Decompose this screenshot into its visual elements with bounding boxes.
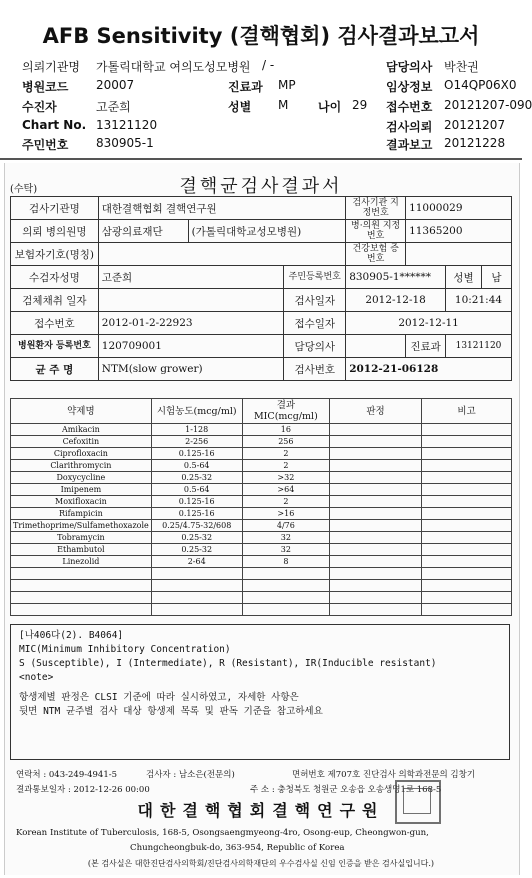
drug-mic-cell: 32: [242, 544, 329, 556]
health-no-value: [406, 243, 512, 266]
drug-interpretation-cell: [330, 436, 422, 448]
blank-cell: [11, 592, 152, 604]
species-value: NTM(slow grower): [98, 358, 284, 381]
blank-cell: [330, 592, 422, 604]
footer-certification: (본 검사실은 대한진단검사의학회/진단검사의학재단의 우수검사실 신임 인증을 받은 검사실입니다.): [87, 859, 435, 868]
hospital-sub-value: (가톨릭대학교성모병원): [188, 220, 346, 243]
header-value-requesting-institution-suffix: / -: [262, 58, 275, 72]
column-header-drug: 약제명: [11, 399, 152, 424]
drug-row: [11, 448, 512, 460]
drug-interpretation-cell: [330, 460, 422, 472]
hospital-value: 삼광의료재단: [98, 220, 188, 243]
drug-row: [11, 532, 512, 544]
exam-time-value: 10:21:44: [446, 289, 512, 312]
header-label-report-date: 결과보고: [386, 138, 433, 152]
blank-cell: [242, 604, 329, 616]
blank-cell: [151, 580, 242, 592]
drug-name-cell: Linezolid: [11, 556, 152, 568]
drug-remarks-cell: [422, 520, 512, 532]
patient-value: 고준희: [98, 266, 284, 289]
drug-interpretation-cell: [330, 508, 422, 520]
drug-row-blank: [11, 604, 512, 616]
column-header-remarks: 비고: [422, 399, 512, 424]
blank-cell: [11, 604, 152, 616]
report-subtitle: 결핵균검사결과서: [179, 176, 343, 197]
drug-interpretation-cell: [330, 496, 422, 508]
blank-cell: [242, 580, 329, 592]
header-value-clinical-info: O14QP06X0: [444, 78, 517, 92]
header-label-department: 진료과: [228, 80, 263, 94]
drug-name-cell: Imipenem: [11, 484, 152, 496]
drug-concentration-cell: 0.25/4.75-32/608: [151, 520, 242, 532]
drug-mic-cell: >32: [242, 472, 329, 484]
blank-cell: [422, 592, 512, 604]
reg-no-label: 병원환자 등록번호: [11, 335, 99, 358]
footer-license: 면허번호 제707호 진단검사 의학과전문의 김창기: [292, 770, 476, 780]
drug-concentration-cell: 0.25-32: [151, 544, 242, 556]
header-label-age: 나이: [318, 100, 342, 114]
drug-name-cell: Doxycycline: [11, 472, 152, 484]
drug-row: [11, 484, 512, 496]
notes-box: [10, 624, 510, 760]
footer-report-date: 결과통보일자 : 2012-12-26 00:00: [16, 785, 150, 795]
header-label-receipt-number: 접수번호: [386, 100, 433, 114]
patient-info-table: [10, 196, 512, 381]
header-value-request-date: 20121207: [444, 118, 506, 132]
drug-mic-cell: 2: [242, 496, 329, 508]
header-value-age: 29: [352, 98, 368, 112]
header-label-doctor: 담당의사: [386, 60, 433, 74]
commission-mark: (수탁): [10, 184, 38, 195]
drug-mic-cell: 32: [242, 532, 329, 544]
header-divider: [0, 158, 522, 160]
agency-label: 검사기관명: [11, 197, 99, 220]
header-value-hospital-code: 20007: [96, 78, 135, 92]
column-header-interpretation: 판정: [330, 399, 422, 424]
species-label: 균 주 명: [11, 358, 99, 381]
drug-interpretation-cell: [330, 556, 422, 568]
blank-cell: [422, 604, 512, 616]
agency-no-value: 11000029: [406, 197, 512, 220]
dept-value: 13121120: [446, 335, 512, 358]
drug-mic-cell: 2: [242, 460, 329, 472]
drug-mic-cell: 2: [242, 448, 329, 460]
drug-row: [11, 520, 512, 532]
column-header-mic: 결과 MIC(mcg/ml): [242, 399, 329, 424]
test-no-label: 검사번호: [284, 358, 346, 381]
drug-concentration-cell: 0.5-64: [151, 460, 242, 472]
drug-concentration-cell: 1-128: [151, 424, 242, 436]
drug-concentration-cell: 0.25-32: [151, 532, 242, 544]
header-value-rrn: 830905-1: [96, 136, 154, 150]
note-text-2: 뒷면 NTM 균주별 검사 대상 항생제 목록 및 판독 기준을 참고하세요: [19, 706, 323, 717]
drug-concentration-cell: 0.25-32: [151, 472, 242, 484]
institute-name: 대한결핵협회결핵연구원: [137, 801, 385, 820]
drug-remarks-cell: [422, 556, 512, 568]
drug-concentration-cell: 0.125-16: [151, 496, 242, 508]
blank-cell: [330, 568, 422, 580]
drug-name-cell: Clarithromycin: [11, 460, 152, 472]
header-value-patient: 고준희: [96, 100, 131, 114]
drug-mic-cell: 8: [242, 556, 329, 568]
insurance-value: [98, 243, 345, 266]
drug-row: [11, 496, 512, 508]
drug-remarks-cell: [422, 472, 512, 484]
doctor-label: 담당의사: [284, 335, 346, 358]
blank-cell: [151, 568, 242, 580]
drug-row: [11, 508, 512, 520]
drug-name-cell: Ethambutol: [11, 544, 152, 556]
drug-name-cell: Moxifloxacin: [11, 496, 152, 508]
header-value-sex: M: [278, 98, 289, 112]
header-label-request-date: 검사의뢰: [386, 120, 433, 134]
drug-mic-cell: 16: [242, 424, 329, 436]
header-value-department: MP: [278, 78, 296, 92]
header-value-requesting-institution: 가톨릭대학교 여의도성모병원: [96, 60, 251, 74]
drug-row: [11, 436, 512, 448]
header-value-receipt-number: 20121207-090: [444, 98, 532, 112]
drug-interpretation-cell: [330, 448, 422, 460]
collect-date-value: [98, 289, 284, 312]
sex-label: 성별: [446, 266, 482, 289]
exam-date-label: 검사일자: [284, 289, 346, 312]
footer-address-en-1: Korean Institute of Tuberculosis, 168-5, Osongsaengmyeong-4ro, Osong-eup, Cheongwon-gun,: [16, 828, 429, 838]
rrn-label: 주민등록번호: [284, 266, 346, 289]
drug-concentration-cell: 0.125-16: [151, 508, 242, 520]
drug-interpretation-cell: [330, 484, 422, 496]
drug-remarks-cell: [422, 424, 512, 436]
note-heading: <note>: [19, 672, 54, 683]
drug-remarks-cell: [422, 508, 512, 520]
header-label-chart-no: Chart No.: [22, 118, 87, 132]
note-mic-definition: MIC(Minimum Inhibitory Concentration): [19, 644, 231, 655]
test-no-value: 2012-21-06128: [346, 358, 512, 381]
drug-name-cell: Cefoxitin: [11, 436, 152, 448]
drug-row: [11, 544, 512, 556]
blank-cell: [151, 604, 242, 616]
drug-interpretation-cell: [330, 532, 422, 544]
drug-interpretation-cell: [330, 424, 422, 436]
drug-remarks-cell: [422, 484, 512, 496]
drug-mic-cell: 256: [242, 436, 329, 448]
header-label-rrn: 주민번호: [22, 138, 69, 152]
blank-cell: [330, 580, 422, 592]
drug-name-cell: Ciprofloxacin: [11, 448, 152, 460]
hospital-no-value: 11365200: [406, 220, 512, 243]
drug-susceptibility-table: [10, 398, 512, 616]
drug-remarks-cell: [422, 448, 512, 460]
drug-remarks-cell: [422, 436, 512, 448]
drug-concentration-cell: 2-256: [151, 436, 242, 448]
collect-date-label: 검체채취 일자: [11, 289, 99, 312]
drug-name-cell: Trimethoprime/Sulfamethoxazole: [11, 520, 152, 532]
reg-no-value: 120709001: [98, 335, 284, 358]
receipt-no-value: 2012-01-2-22923: [98, 312, 284, 335]
drug-concentration-cell: 2-64: [151, 556, 242, 568]
footer-address-kr: 주 소 : 충청북도 청원군 오송읍 오송생명1로 168-5: [250, 785, 442, 795]
drug-remarks-cell: [422, 460, 512, 472]
drug-row: [11, 424, 512, 436]
header-label-requesting-institution: 의뢰기관명: [22, 60, 80, 74]
receipt-date-value: 2012-12-11: [346, 312, 512, 335]
doctor-value: [346, 335, 406, 358]
footer-phone: 연락처 : 043-249-4941-5: [16, 770, 118, 780]
sex-value: 남: [481, 266, 511, 289]
receipt-no-label: 접수번호: [11, 312, 99, 335]
blank-cell: [151, 592, 242, 604]
drug-mic-cell: >64: [242, 484, 329, 496]
drug-concentration-cell: 0.5-64: [151, 484, 242, 496]
drug-name-cell: Rifampicin: [11, 508, 152, 520]
insurance-label: 보험자기호(명칭): [11, 243, 99, 266]
rrn-value: 830905-1******: [346, 266, 446, 289]
patient-label: 수검자성명: [11, 266, 99, 289]
drug-remarks-cell: [422, 496, 512, 508]
hospital-label: 의뢰 병의원명: [11, 220, 99, 243]
header-label-patient: 수진자: [22, 100, 57, 114]
footer-address-en-2: Chungcheongbuk-do, 363-954, Republic of Korea: [130, 843, 345, 853]
health-no-label: 건강보험 증번호: [346, 243, 406, 266]
drug-interpretation-cell: [330, 472, 422, 484]
drug-mic-cell: >16: [242, 508, 329, 520]
header-label-sex: 성별: [228, 100, 252, 114]
drug-row: [11, 460, 512, 472]
agency-value: 대한결핵협회 결핵연구원: [98, 197, 345, 220]
footer-examiner: 검사자 : 남소은(전문의): [146, 770, 235, 780]
hospital-no-label: 병·의원 지정번호: [346, 220, 406, 243]
column-header-concentration: 시험농도(mcg/ml): [151, 399, 242, 424]
report-title: AFB Sensitivity (결핵협회) 검사결과보고서: [42, 24, 480, 48]
note-text-1: 항생제별 판정은 CLSI 기준에 따라 실시하였고, 자세한 사항은: [19, 692, 299, 703]
receipt-date-label: 접수일자: [284, 312, 346, 335]
drug-remarks-cell: [422, 544, 512, 556]
drug-concentration-cell: 0.125-16: [151, 448, 242, 460]
blank-cell: [330, 604, 422, 616]
dept-label: 진료과: [406, 335, 446, 358]
drug-interpretation-cell: [330, 520, 422, 532]
blank-cell: [242, 592, 329, 604]
blank-cell: [422, 580, 512, 592]
header-value-doctor: 박찬권: [444, 60, 479, 74]
header-value-chart-no: 13121120: [96, 118, 158, 132]
blank-cell: [11, 568, 152, 580]
blank-cell: [242, 568, 329, 580]
drug-row-blank: [11, 580, 512, 592]
header-label-clinical-info: 임상정보: [386, 80, 433, 94]
drug-remarks-cell: [422, 532, 512, 544]
drug-name-cell: Tobramycin: [11, 532, 152, 544]
drug-interpretation-cell: [330, 544, 422, 556]
header-value-report-date: 20121228: [444, 136, 506, 150]
header-label-hospital-code: 병원코드: [22, 80, 69, 94]
agency-no-label: 검사기관 지정번호: [346, 197, 406, 220]
drug-mic-cell: 4/76: [242, 520, 329, 532]
drug-row: [11, 556, 512, 568]
blank-cell: [11, 580, 152, 592]
exam-date-value: 2012-12-18: [346, 289, 446, 312]
blank-cell: [422, 568, 512, 580]
note-legend: S (Susceptible), I (Intermediate), R (Resistant), IR(Inducible resistant): [19, 658, 437, 669]
drug-row-blank: [11, 568, 512, 580]
note-code: [나406다(2). B4064]: [19, 630, 124, 641]
drug-row: [11, 472, 512, 484]
drug-name-cell: Amikacin: [11, 424, 152, 436]
drug-row-blank: [11, 592, 512, 604]
